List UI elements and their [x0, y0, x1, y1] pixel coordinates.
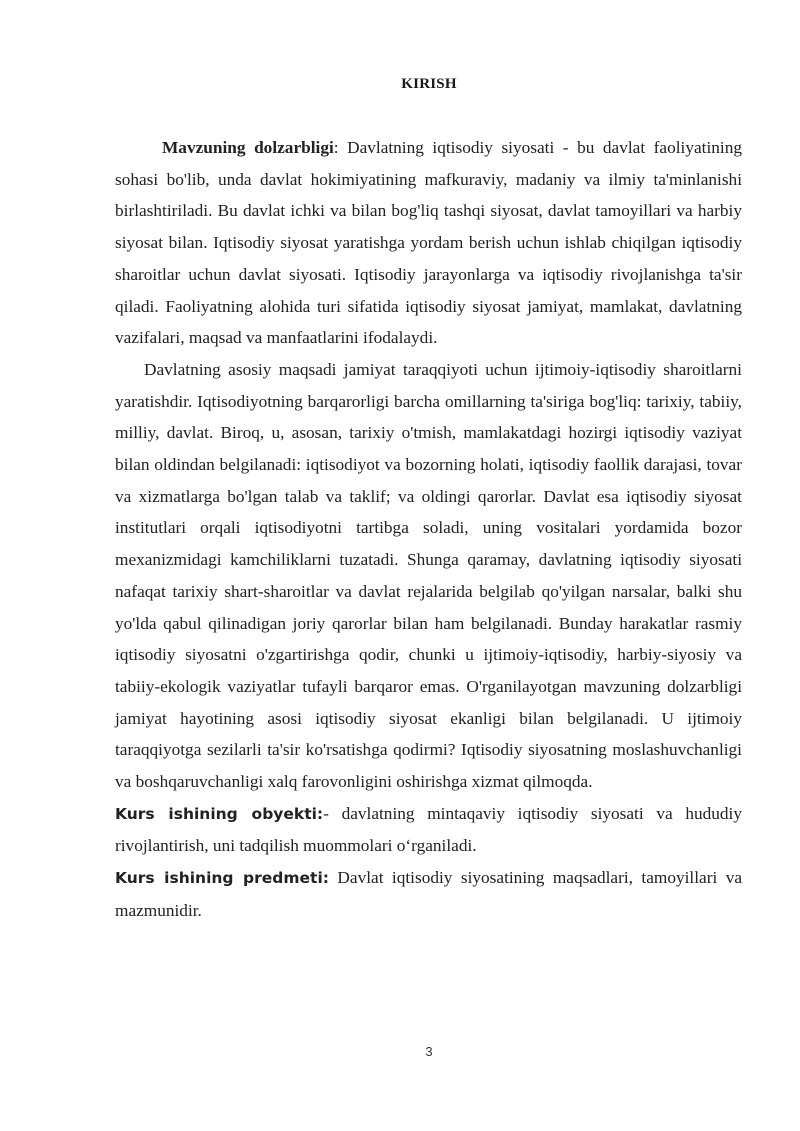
subject-label: Kurs ishining predmeti:	[115, 869, 329, 888]
object-text: - davlatning mintaqaviy iqtisodiy siyosati va hududiy rivojlantirish, uni tadqilish muommolari o‘rganiladi.	[115, 803, 742, 856]
subject-text: Davlat iqtisodiy siyosatining maqsadlari, tamoyillari va mazmunidir.	[115, 868, 743, 920]
relevance-label: Mavzuning dolzarbligi	[162, 138, 334, 157]
object-label: Kurs ishining obyekti:	[115, 804, 324, 823]
paragraph-relevance	[115, 132, 742, 354]
relevance-text: : Davlatning iqtisodiy siyosati - bu davlat faoliyatining sohasi bo'lib, unda davlat hokimiyatining mafkuraviy, madaniy va ilmiy ta'minlanishi birlashtiriladi. Bu davlat ichki va bilan bog'liq tashqi siyosat, davlat tamoyillari va harbiy siyosat bilan. Iqtisodiy siyosat yaratishga yordam berish uchun ishlab chiqilgan iqtisodiy sharoitlar uchun davlat siyosati. Iqtisodiy jarayonlarga va iqtisodiy rivojlanishga ta'sir qiladi. Faoliyatning alohida turi sifatida iqtisodiy siyosat jamiyat, mamlakat, davlatning vazifalari, maqsad va manfaatlarini ifodalaydi.	[115, 138, 742, 348]
page-number: 3	[425, 1044, 433, 1059]
paragraph-object	[115, 798, 742, 862]
paragraph-main-goal: Davlatning asosiy maqsadi jamiyat taraqqiyoti uchun ijtimoiy-iqtisodiy sharoitlarni yaratishdir. Iqtisodiyotning barqarorligi barcha omillarning ta'siriga bog'liq: tarixiy, tabiiy, milliy, davlat. Biroq, u, asosan, tarixiy o'tmish, mamlakatdagi hozirgi iqtisodiy vaziyat bilan oldindan belgilanadi: iqtisodiyot va bozorning holati, iqtisodiy faollik darajasi, tovar va xizmatlarga bo'lgan talab va taklif; va oldingi qarorlar. Davlat esa iqtisodiy siyosat institutlari orqali iqtisodiyotni tartibga soladi, uning vositalari yordamida bozor mexanizmidagi kamchiliklarni tuzatadi. Shunga qaramay, davlatning iqtisodiy siyosati nafaqat tarixiy shart-sharoitlar va davlat rejalarida belgilab qo'yilgan narsalar, balki shu yo'lda qabul qilinadigan joriy qarorlar bilan ham belgilanadi. Bunday harakatlar rasmiy iqtisodiy siyosatni o'zgartirishga qodir, chunki u ijtimoiy-iqtisodiy, harbiy-siyosiy va tabiiy-ekologik vaziyatlar tufayli barqaror emas. O'rganilayotgan mavzuning dolzarbligi jamiyat hayotining asosi iqtisodiy siyosat ekanligi bilan belgilanadi. U ijtimoiy taraqqiyotga sezilarli ta'sir ko'rsatishga qodirmi? Iqtisodiy siyosatning moslashuvchanligi va boshqaruvchanligi xalq farovonligini oshirishga xizmat qilmoqda.	[115, 359, 742, 792]
paragraph-subject	[115, 862, 742, 926]
section-heading: KIRISH	[401, 76, 457, 92]
body-text	[115, 132, 742, 927]
